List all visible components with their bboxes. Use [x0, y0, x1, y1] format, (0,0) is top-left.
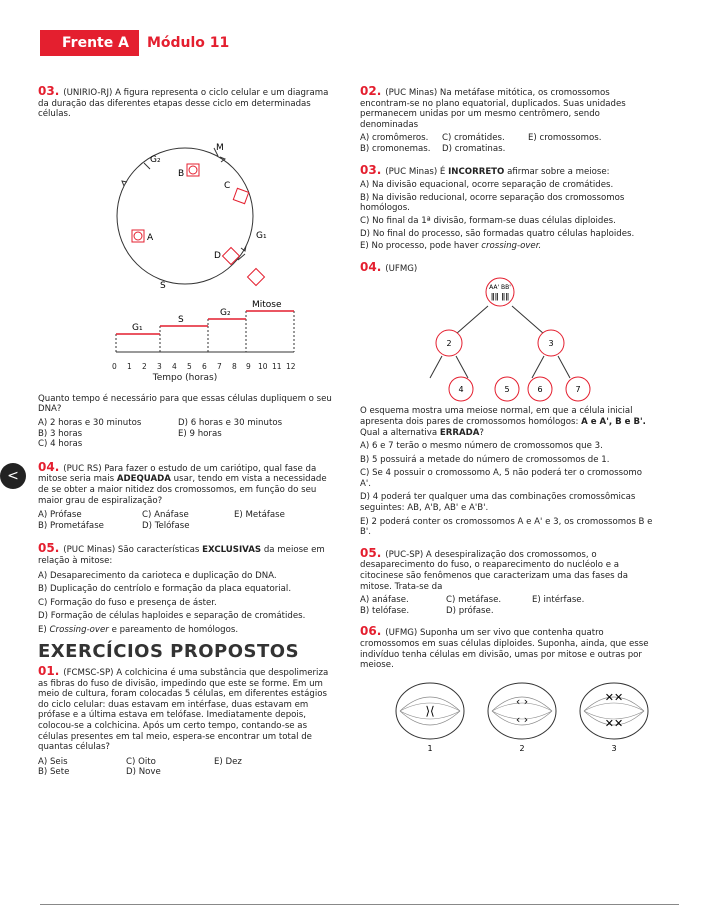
- figure-label: 1: [427, 743, 433, 753]
- axis-area: [38, 362, 332, 388]
- arrow-line: [456, 306, 488, 334]
- chromosome-icon: ‹ ›: [515, 694, 529, 708]
- cell-division-figure: [360, 679, 654, 753]
- option-e[interactable]: E) intérfase.: [532, 595, 585, 606]
- cell-d: [223, 247, 240, 264]
- emphasis-text: EXCLUSIVAS: [202, 545, 262, 556]
- option-d[interactable]: D) prófase.: [446, 605, 494, 616]
- page-header: [40, 30, 229, 56]
- label-c: C: [224, 180, 231, 191]
- tick-label: 10: [258, 361, 268, 371]
- question-05-left: [38, 543, 332, 635]
- option-a[interactable]: A) Desaparecimento da carioteca e duplicação do DNA.: [38, 570, 277, 581]
- options: [38, 510, 332, 531]
- option-e[interactable]: E) 9 horas: [178, 428, 222, 439]
- tick-label: 6: [202, 361, 207, 371]
- section-title: EXERCÍCIOS PROPOSTOS: [38, 641, 300, 663]
- option-a[interactable]: A) 2 horas e 30 minutos: [38, 417, 142, 428]
- tick-label: 8: [232, 361, 237, 371]
- chromosome-icon: ‹ ›: [515, 712, 529, 726]
- question-04-right: [360, 259, 654, 538]
- question-02-right: [360, 86, 654, 155]
- options: [360, 595, 654, 616]
- bar-label-mitose: Mitose: [252, 299, 282, 310]
- option-d[interactable]: D) 6 horas e 30 minutos: [178, 417, 283, 428]
- frente-label: Frente A: [40, 30, 139, 56]
- meiosis-diagram: [360, 276, 654, 404]
- emphasis-text: ADEQUADA: [116, 474, 171, 485]
- question-number: 02.: [360, 84, 382, 98]
- options: [360, 133, 654, 154]
- label-b: B: [178, 168, 185, 179]
- question-text: (UFMG) Suponha um ser vivo que contenha quatro cromossomos em suas células diploides. Suponha, ainda, que esse indivíduo tenha células em divisão, umas por mitose e outras por meiose.: [360, 628, 649, 671]
- question-text: (FCMSC-SP) A colchicina é uma substância que despolimeriza as fibras do fuso de divisão, impedindo que este se forme. Em um meio de cultura, foram colocadas 5 células, em diferentes estágios do ciclo celular: duas estavam em intérfase, duas estavam em prófase e a última estava em telófase. Imediatamente depois, colocou-se a colchicina. Após um certo tempo, contando-se as células presentes em tal meio, espera-se encontrar um total de quantas células?: [38, 668, 329, 753]
- option-c[interactable]: C) Oito: [126, 756, 156, 767]
- question-06-right: [360, 626, 654, 752]
- label-g2: G₂: [150, 154, 161, 165]
- option-b[interactable]: B) Prometáfase: [38, 520, 104, 531]
- option-d[interactable]: D) 4 poderá ter qualquer uma das combinações cromossômicas seguintes: AB, A'B, AB' e A'B'.: [360, 492, 636, 514]
- question-text: (UFMG): [385, 263, 418, 274]
- tick-label: 9: [246, 361, 251, 371]
- option-e[interactable]: E) Metáfase: [234, 510, 285, 521]
- question-text: afirmar sobre a meiose:: [507, 166, 610, 177]
- options: [38, 418, 332, 450]
- cell-6-label: 6: [537, 385, 543, 395]
- label-g1: G₁: [256, 230, 267, 241]
- question-03-right: [360, 162, 654, 252]
- modulo-label: Módulo 11: [146, 35, 230, 51]
- cell-2-figure: [488, 683, 556, 739]
- italic-term: crossing-over.: [481, 241, 542, 252]
- option-e[interactable]: E) cromossomos.: [528, 133, 602, 144]
- tick-row: [112, 362, 296, 372]
- question-number: 01.: [38, 664, 60, 679]
- bar-label-s: S: [178, 314, 184, 325]
- question-03-left: [38, 86, 332, 450]
- cell-7-label: 7: [575, 385, 581, 395]
- tick-label: 3: [157, 361, 162, 371]
- option-e[interactable]: E) 2 poderá conter os cromossomos A e A' e 3, os cromossomos B e B'.: [360, 516, 653, 538]
- question-text: (PUC-SP) A desespiralização dos cromossomos, o desaparecimento do fuso, o reaparecimento do nucléolo e a citocinese são fenômenos que caracterizam uma das fases da mitose. Trata-se da: [360, 549, 629, 592]
- desc-text: ?: [479, 427, 484, 438]
- question-text: (PUC RS) Para fazer o estudo de um cariótipo, qual fase da mitose seria mais: [38, 463, 317, 485]
- emphasis-text: A e A', B e B'.: [581, 416, 646, 427]
- emphasis-text: INCORRETO: [448, 166, 505, 177]
- option-d[interactable]: D) Nove: [126, 767, 161, 778]
- arrow-line: [512, 306, 544, 334]
- bar-label-g2: G₂: [220, 307, 231, 318]
- question-prompt: Quanto tempo é necessário para que essas células dupliquem o seu DNA?: [38, 393, 332, 415]
- footer-divider: [40, 904, 679, 905]
- label-m: M: [216, 142, 224, 153]
- tick-label: 12: [286, 361, 296, 371]
- option-a[interactable]: A) anáfase.: [360, 595, 409, 606]
- options: [360, 180, 654, 252]
- option-c[interactable]: C) metáfase.: [446, 595, 502, 606]
- cell-4-label: 4: [458, 385, 464, 395]
- tick-label: 2: [142, 361, 147, 371]
- option-b[interactable]: B) Na divisão reducional, ocorre separação dos cromossomos homólogos.: [360, 192, 625, 214]
- question-number: 04.: [360, 259, 382, 274]
- chromosome-icon: ⟩⟨: [425, 703, 435, 718]
- question-05-right: [360, 545, 654, 617]
- figure-label: 3: [611, 743, 617, 753]
- option-c[interactable]: C) Anáfase: [142, 510, 189, 521]
- option-text: e pareamento de homólogos.: [111, 624, 239, 635]
- desc-text: O esquema mostra uma meiose normal, em que a célula inicial apresenta dois pares de cromossomos homólogos:: [360, 406, 633, 427]
- options: [38, 571, 332, 636]
- arrow-line: [558, 356, 570, 378]
- option-a[interactable]: A) 6 e 7 terão o mesmo número de cromossomos que 3.: [360, 441, 603, 452]
- option-d[interactable]: D) Telófase: [142, 520, 190, 531]
- option-c[interactable]: C) Formação do fuso e presença de áster.: [38, 597, 217, 608]
- desc-text: Qual a alternativa: [360, 427, 438, 438]
- option-b[interactable]: B) telófase.: [360, 605, 410, 616]
- question-text: usar, tendo em vista a necessidade de se obter a maior nitidez dos cromossomos, em função do seu maior grau de espiralização?: [38, 474, 327, 506]
- option-e[interactable]: [360, 241, 654, 252]
- question-text: (PUC Minas) Na metáfase mitótica, os cromossomos encontram-se no plano equatorial, duplicados. Suas unidades permanecem unidas por um mesmo centrômero, sendo denominadas: [360, 88, 626, 130]
- cell-3-label: 3: [548, 339, 554, 349]
- option-a[interactable]: A) Na divisão equacional, ocorre separação de cromátides.: [360, 180, 614, 191]
- tick-label: 5: [187, 361, 192, 371]
- chromosome-icon: ✕✕: [604, 716, 624, 730]
- italic-term: Crossing-over: [49, 624, 109, 635]
- option-c[interactable]: C) Se 4 possuir o cromossomo A, 5 não poderá ter o cromossomo A'.: [360, 468, 642, 489]
- chromosome-icon: ǁǁ ǁǁ: [490, 292, 510, 302]
- question-number: 05.: [38, 541, 60, 556]
- cell-2-label: 2: [446, 339, 452, 349]
- arrow-line: [430, 356, 442, 378]
- chromosome-icon: ✕✕: [604, 690, 624, 704]
- option-e[interactable]: [38, 625, 332, 636]
- label-s: S: [160, 280, 166, 291]
- option-c[interactable]: C) 4 horas: [38, 439, 83, 450]
- label-a: A: [147, 232, 154, 243]
- question-number: 04.: [38, 459, 60, 474]
- question-text: (PUC Minas) São características: [63, 545, 200, 556]
- question-number: 03.: [360, 162, 382, 177]
- question-text: da meiose em relação à mitose:: [38, 545, 325, 566]
- label-d: D: [214, 250, 221, 261]
- option-b[interactable]: B) Duplicação do centríolo e formação da placa equatorial.: [38, 584, 292, 595]
- option-c[interactable]: C) No final da 1ª divisão, formam-se duas células diploides.: [360, 215, 616, 226]
- question-04-left: [38, 459, 332, 532]
- question-number: 05.: [360, 545, 382, 560]
- tick-label: 4: [172, 361, 177, 371]
- option-text: E) No processo, pode haver: [360, 241, 479, 252]
- option-b[interactable]: B) 3 horas: [38, 428, 83, 439]
- cell-5-label: 5: [504, 385, 510, 395]
- emphasis-text: ERRADA: [439, 427, 480, 438]
- tick-label: 7: [217, 361, 222, 371]
- cell-1-label: AA' BB': [489, 284, 511, 292]
- bar-label-g1: G₁: [132, 322, 143, 333]
- option-letter: E): [38, 624, 47, 635]
- arrow-line: [456, 356, 468, 378]
- cell-c: [233, 188, 248, 203]
- cell-e: [248, 268, 265, 285]
- figure-label: 2: [519, 743, 525, 753]
- option-a[interactable]: A) cromômeros.: [360, 133, 429, 144]
- option-b[interactable]: B) Sete: [38, 767, 70, 778]
- cell-cycle-figure: [38, 126, 332, 362]
- axis-title: Tempo (horas): [152, 372, 218, 383]
- tick-label: 1: [127, 361, 132, 371]
- option-a[interactable]: A) Prófase: [38, 510, 82, 521]
- question-description: [360, 406, 654, 438]
- question-number: 03.: [38, 84, 60, 98]
- option-a[interactable]: A) Seis: [38, 756, 68, 767]
- options: [360, 441, 654, 538]
- tick-label: 11: [272, 361, 282, 371]
- option-b[interactable]: B) 5 possuirá a metade do número de cromossomos de 1.: [360, 454, 610, 465]
- question-01-left: [38, 666, 332, 778]
- option-b[interactable]: B) cromonemas.: [360, 143, 431, 154]
- options: [38, 757, 332, 778]
- question-text: (UNIRIO-RJ) A figura representa o ciclo celular e um diagrama da duração das diferentes etapas desse ciclo em determinadas células.: [38, 88, 329, 120]
- option-e[interactable]: E) Dez: [214, 756, 242, 767]
- right-column: [360, 86, 654, 761]
- cycle-circle: [117, 148, 253, 284]
- tick-label: 0: [112, 361, 117, 371]
- left-column: [38, 86, 332, 786]
- option-d[interactable]: D) Formação de células haploides e separação de cromátides.: [38, 611, 306, 622]
- option-d[interactable]: D) No final do processo, são formadas quatro células haploides.: [360, 228, 635, 239]
- arrow-line: [532, 356, 544, 378]
- phase-duration-chart: [116, 300, 294, 352]
- option-c[interactable]: C) cromátides.: [442, 133, 505, 144]
- back-arrow-button[interactable]: <: [0, 463, 26, 489]
- option-d[interactable]: D) cromatinas.: [442, 143, 506, 154]
- question-text: (PUC Minas) É: [385, 166, 446, 177]
- question-number: 06.: [360, 624, 382, 639]
